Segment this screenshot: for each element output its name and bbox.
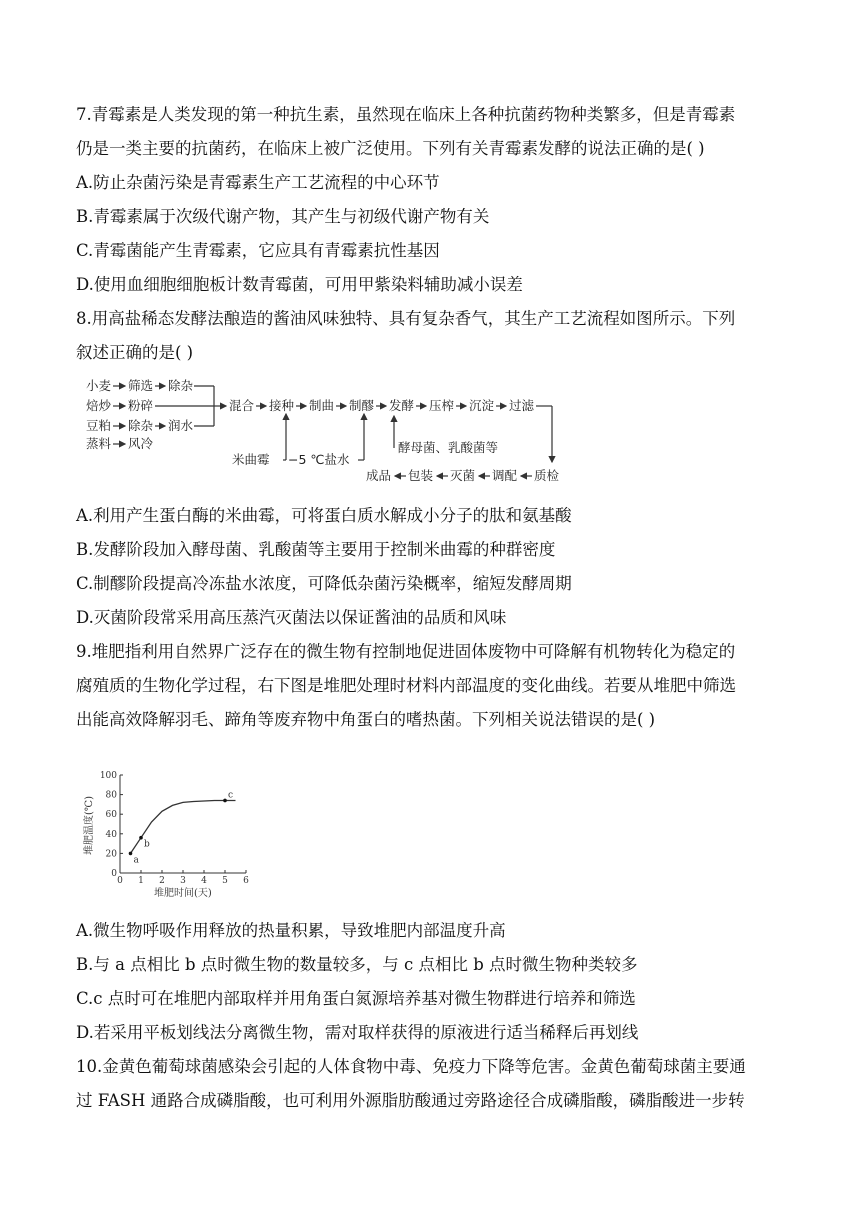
flow-step-inoculate: 接种 xyxy=(269,398,295,413)
q10-stem-line-1: 10.金黄色葡萄球菌感染会引起的人体食物中毒、免疫力下降等危害。金黄色葡萄球菌主要通 xyxy=(76,1057,746,1076)
flow-step-package: 包装 xyxy=(408,468,434,483)
flow-raw-2-2: 粉碎 xyxy=(128,398,154,413)
flow-raw-1-2: 筛选 xyxy=(128,378,154,393)
soy-sauce-process-flowchart xyxy=(80,372,570,490)
x-tick-label: 3 xyxy=(180,876,186,886)
q9-stem-line-1: 9.堆肥指利用自然界广泛存在的微生物有控制地促进固体废物中可降解有机物转化为稳定的 xyxy=(76,642,736,661)
flow-raw-3-2: 除杂 xyxy=(128,418,154,433)
flow-step-ferment: 发酵 xyxy=(389,398,415,413)
y-axis-label: 堆肥温度(℃) xyxy=(84,796,95,855)
x-tick-label: 2 xyxy=(159,876,165,886)
q8-stem-line-2: 叙述正确的是( ) xyxy=(76,343,194,362)
q10-stem-line-2: 过 FASH 通路合成磷脂酸，也可利用外源脂肪酸通过旁路途径合成磷脂酸，磷脂酸进一步转 xyxy=(76,1091,745,1110)
flow-step-mash: 制醪 xyxy=(349,398,375,413)
flow-raw-4-1: 蒸料 xyxy=(86,436,112,451)
q7-stem-line-2: 仍是一类主要的抗菌药，在临床上被广泛使用。下列有关青霉素发酵的说法正确的是( ) xyxy=(76,139,705,158)
q7-option-a: A.防止杂菌污染是青霉素生产工艺流程的中心环节 xyxy=(76,173,440,192)
q9-option-d: D.若采用平板划线法分离微生物，需对取样获得的原液进行适当稀释后再划线 xyxy=(76,1023,639,1042)
x-tick-label: 1 xyxy=(138,876,144,886)
y-tick-label: 20 xyxy=(105,849,117,860)
q8-stem-line-1: 8.用高盐稀态发酵法酿造的酱油风味独特、具有复杂香气，其生产工艺流程如图所示。下列 xyxy=(76,309,736,328)
flow-step-qc: 质检 xyxy=(534,468,560,483)
flow-step-press: 压榨 xyxy=(429,398,455,413)
q9-option-b: B.与 a 点相比 b 点时微生物的数量较多，与 c 点相比 b 点时微生物种类较多 xyxy=(76,955,638,974)
point-label-b: b xyxy=(144,839,150,850)
compost-temperature-chart xyxy=(80,760,260,900)
y-tick-label: 0 xyxy=(111,869,117,879)
y-tick-label: 80 xyxy=(105,790,117,801)
y-tick-label: 60 xyxy=(105,810,117,821)
q9-stem-line-2: 腐殖质的生物化学过程，右下图是堆肥处理时材料内部温度的变化曲线。若要从堆肥中筛选 xyxy=(76,676,736,695)
x-tick-label: 5 xyxy=(222,876,228,886)
flow-raw-3-1: 豆粕 xyxy=(86,418,112,433)
flow-step-mix: 混合 xyxy=(229,398,255,413)
point-label-a: a xyxy=(133,855,139,866)
q9-stem-line-3: 出能高效降解羽毛、蹄角等废弃物中角蛋白的嗜热菌。下列相关说法错误的是( ) xyxy=(76,710,656,729)
q7-stem-line-1: 7.青霉素是人类发现的第一种抗生素，虽然现在临床上各种抗菌药物种类繁多，但是青霉素 xyxy=(76,105,736,124)
q9-option-a: A.微生物呼吸作用释放的热量积累，导致堆肥内部温度升高 xyxy=(76,921,506,940)
q8-option-b: B.发酵阶段加入酵母菌、乳酸菌等主要用于控制米曲霉的种群密度 xyxy=(76,540,556,559)
flow-step-filter: 过滤 xyxy=(509,398,535,413)
x-tick-label: 4 xyxy=(201,876,207,886)
y-tick-label: 100 xyxy=(99,771,117,781)
point-c xyxy=(223,799,227,803)
point-b xyxy=(139,836,143,840)
x-tick-label: 6 xyxy=(243,876,249,886)
flow-input-yeast-lab: 酵母菌、乳酸菌等 xyxy=(398,440,499,455)
point-label-c: c xyxy=(228,790,234,801)
flow-raw-4-2: 风冷 xyxy=(128,436,154,451)
q8-option-c: C.制醪阶段提高冷冻盐水浓度，可降低杂菌污染概率，缩短发酵周期 xyxy=(76,574,572,593)
flow-step-koji: 制曲 xyxy=(309,398,335,413)
q7-option-b: B.青霉素属于次级代谢产物，其产生与初级代谢产物有关 xyxy=(76,207,490,226)
q7-option-d: D.使用血细胞细胞板计数青霉菌，可用甲紫染料辅助减小误差 xyxy=(76,275,523,294)
q7-option-c: C.青霉菌能产生青霉素，它应具有青霉素抗性基因 xyxy=(76,241,440,260)
flow-raw-1-1: 小麦 xyxy=(86,378,112,393)
flow-raw-3-3: 润水 xyxy=(168,418,194,433)
y-tick-label: 40 xyxy=(105,829,117,840)
flow-step-sterilize: 灭菌 xyxy=(450,468,476,483)
flow-step-product: 成品 xyxy=(366,468,392,483)
point-a xyxy=(129,852,133,856)
q9-option-c: C.c 点时可在堆肥内部取样并用角蛋白氮源培养基对微生物群进行培养和筛选 xyxy=(76,989,636,1008)
flow-input-brine: −5 ℃盐水 xyxy=(288,452,350,467)
x-tick-label: 0 xyxy=(117,876,123,886)
flow-input-koji-mold: 米曲霉 xyxy=(232,452,270,467)
flow-step-blend: 调配 xyxy=(492,468,518,483)
flow-raw-2-1: 焙炒 xyxy=(86,398,112,413)
flow-raw-1-3: 除杂 xyxy=(168,378,194,393)
q8-option-a: A.利用产生蛋白酶的米曲霉，可将蛋白质水解成小分子的肽和氨基酸 xyxy=(76,506,572,525)
flow-step-settle: 沉淀 xyxy=(469,398,495,413)
x-axis-label: 堆肥时间(天) xyxy=(154,888,212,899)
q8-option-d: D.灭菌阶段常采用高压蒸汽灭菌法以保证酱油的品质和风味 xyxy=(76,608,507,627)
